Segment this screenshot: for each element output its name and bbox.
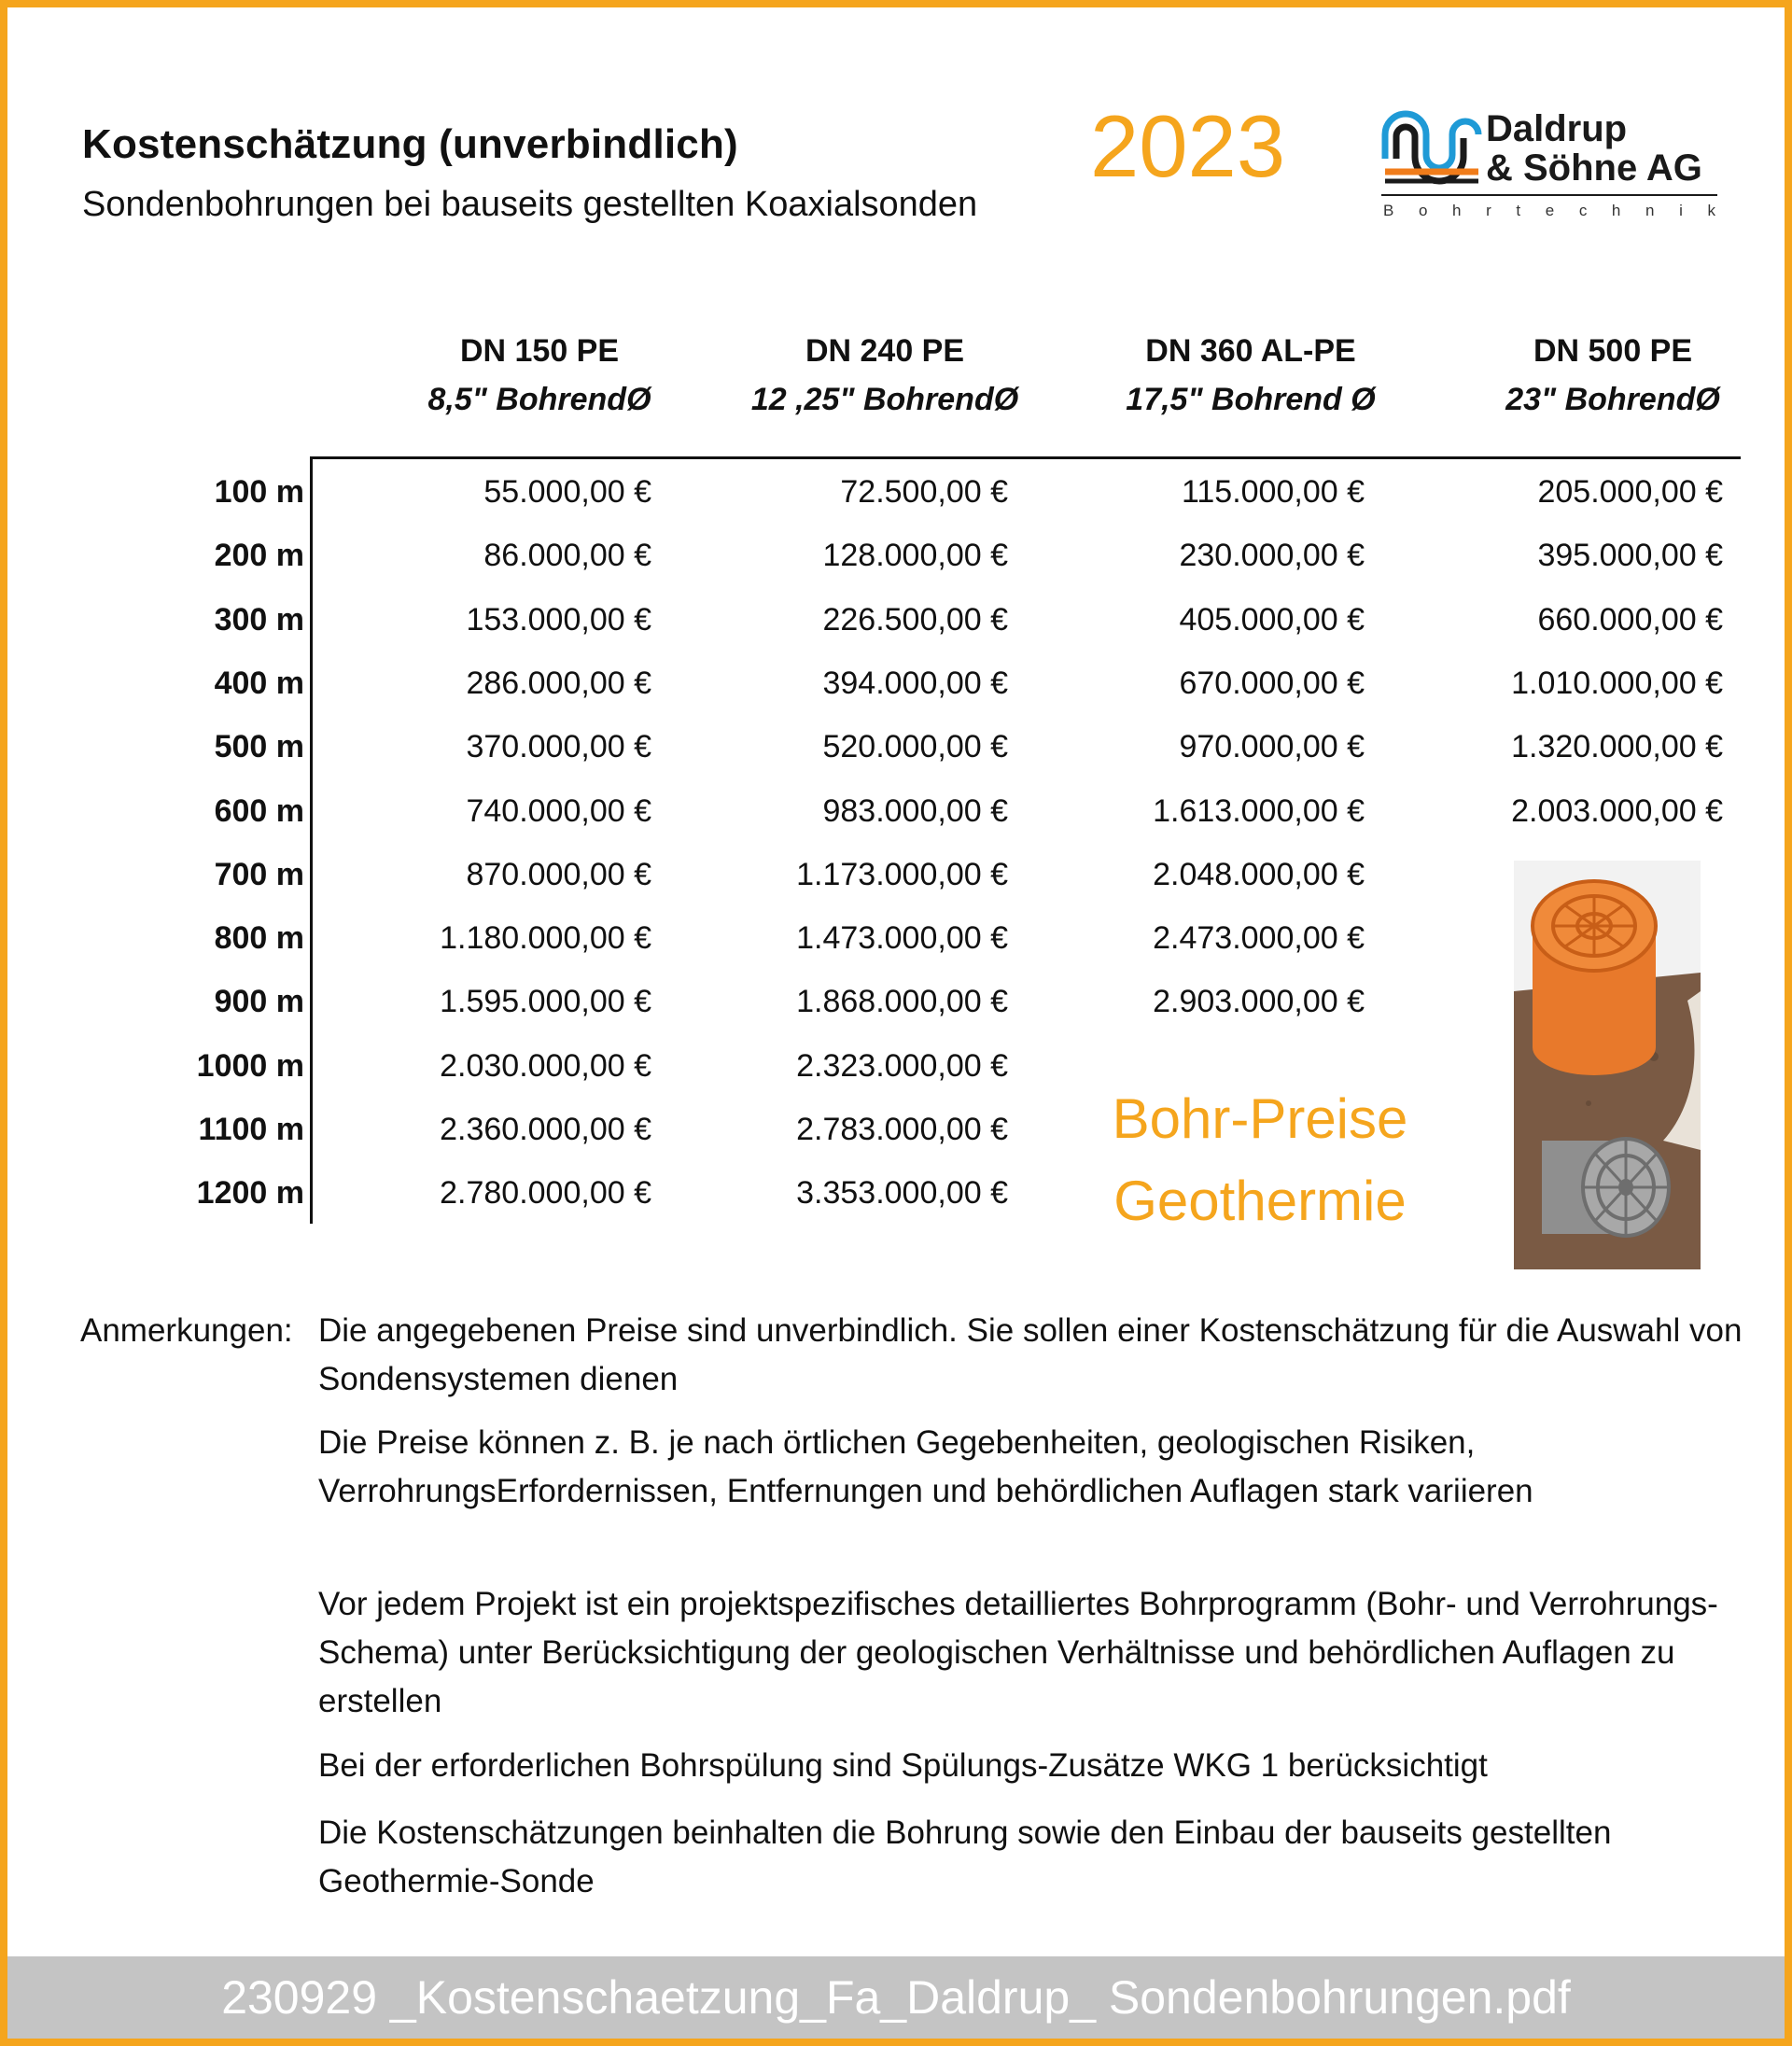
table-top-rule xyxy=(310,456,1741,459)
column-header-dn: DN 240 PE xyxy=(805,333,965,369)
price-cell: 1.473.000,00 € xyxy=(796,920,1008,956)
logo-tagline-letter: k xyxy=(1707,202,1715,219)
logo-tagline-letter: B xyxy=(1383,202,1394,219)
logo-mark-icon xyxy=(1381,106,1486,185)
footer-filename: 230929 _Kostenschaetzung_Fa_Daldrup_ Sondenbohrungen.pdf xyxy=(7,1956,1785,2039)
price-cell: 983.000,00 € xyxy=(822,793,1008,829)
row-depth-label: 800 m xyxy=(214,920,304,956)
price-cell: 2.360.000,00 € xyxy=(440,1112,651,1147)
logo-tagline-letter: i xyxy=(1679,202,1683,219)
price-cell: 395.000,00 € xyxy=(1537,538,1723,573)
price-cell: 2.048.000,00 € xyxy=(1153,857,1365,892)
note-item: Die angegebenen Preise sind unverbindlich. Sie sollen einer Kostenschätzung für die Auswahl von Sondensystemen dienen xyxy=(318,1312,1743,1397)
year-label: 2023 xyxy=(1090,97,1286,195)
price-cell: 230.000,00 € xyxy=(1179,538,1365,573)
price-cell: 3.353.000,00 € xyxy=(796,1175,1008,1211)
table-left-rule xyxy=(310,456,313,1224)
note-item: Die Kostenschätzungen beinhalten die Bohrung sowie den Einbau der bauseits gestellten Geothermie-Sonde xyxy=(318,1815,1612,1899)
price-cell: 1.868.000,00 € xyxy=(796,984,1008,1019)
row-depth-label: 100 m xyxy=(214,474,304,510)
column-header-dn240 xyxy=(726,327,1043,424)
logo-tagline-letter: e xyxy=(1545,202,1555,219)
page-subtitle: Sondenbohrungen bei bauseits gestellten Koaxialsonden xyxy=(82,185,978,224)
price-cell: 394.000,00 € xyxy=(822,666,1008,701)
company-logo xyxy=(1381,105,1717,226)
logo-name-line1: Daldrup xyxy=(1486,108,1628,149)
logo-tagline-letter: n xyxy=(1645,202,1655,219)
logo-tagline xyxy=(1383,202,1715,220)
price-cell: 1.010.000,00 € xyxy=(1511,666,1723,701)
probe-photo xyxy=(1514,861,1701,1269)
price-cell: 1.613.000,00 € xyxy=(1153,793,1365,829)
price-cell: 2.003.000,00 € xyxy=(1511,793,1723,829)
column-header-bohr: 8,5" BohrendØ xyxy=(427,382,651,417)
price-cell: 2.323.000,00 € xyxy=(796,1048,1008,1084)
price-cell: 86.000,00 € xyxy=(483,538,651,573)
price-cell: 153.000,00 € xyxy=(466,602,651,638)
row-depth-label: 300 m xyxy=(214,602,304,638)
row-depth-label: 200 m xyxy=(214,538,304,573)
notes-label: Anmerkungen: xyxy=(80,1312,293,1349)
price-cell: 740.000,00 € xyxy=(466,793,651,829)
price-cell: 2.473.000,00 € xyxy=(1153,920,1365,956)
logo-name-line2: & Söhne AG xyxy=(1486,147,1702,189)
promo-text xyxy=(1064,1078,1456,1242)
promo-line-1: Bohr-Preise xyxy=(1112,1087,1408,1150)
price-cell: 226.500,00 € xyxy=(822,602,1008,638)
column-header-dn: DN 500 PE xyxy=(1533,333,1693,369)
price-cell: 370.000,00 € xyxy=(466,729,651,764)
price-cell: 2.030.000,00 € xyxy=(440,1048,651,1084)
price-cell: 1.595.000,00 € xyxy=(440,984,651,1019)
price-cell: 520.000,00 € xyxy=(822,729,1008,764)
column-header-dn150 xyxy=(381,327,698,424)
price-cell: 1.320.000,00 € xyxy=(1511,729,1723,764)
note-item: Die Preise können z. B. je nach örtlichen Gegebenheiten, geologischen Risiken, VerrohrungsErfordernissen, Entfernungen und behördlichen Auflagen stark variieren xyxy=(318,1424,1533,1509)
row-depth-label: 500 m xyxy=(214,729,304,764)
price-cell: 1.173.000,00 € xyxy=(796,857,1008,892)
coaxial-probe-image-icon xyxy=(1514,861,1701,1269)
note-item: Bei der erforderlichen Bohrspülung sind Spülungs-Zusätze WKG 1 berücksichtigt xyxy=(318,1747,1488,1784)
price-cell: 970.000,00 € xyxy=(1179,729,1365,764)
column-header-bohr: 12 ,25" BohrendØ xyxy=(750,382,1019,417)
column-header-bohr: 17,5" Bohrend Ø xyxy=(1126,382,1376,417)
logo-tagline-letter: t xyxy=(1516,202,1521,219)
row-depth-label: 1100 m xyxy=(198,1112,304,1147)
promo-line-2: Geothermie xyxy=(1113,1170,1407,1232)
row-depth-label: 700 m xyxy=(214,857,304,892)
row-depth-label: 900 m xyxy=(214,984,304,1019)
logo-tagline-letter: r xyxy=(1486,202,1491,219)
column-header-dn360 xyxy=(1092,327,1409,424)
price-cell: 660.000,00 € xyxy=(1537,602,1723,638)
logo-divider xyxy=(1381,194,1717,196)
price-cell: 286.000,00 € xyxy=(466,666,651,701)
column-header-dn: DN 360 AL-PE xyxy=(1145,333,1356,369)
price-cell: 870.000,00 € xyxy=(466,857,651,892)
logo-tagline-letter: c xyxy=(1578,202,1588,219)
column-header-bohr: 23" BohrendØ xyxy=(1505,382,1720,417)
price-cell: 115.000,00 € xyxy=(1182,474,1365,510)
column-header-dn: DN 150 PE xyxy=(459,333,620,369)
logo-tagline-letter: h xyxy=(1452,202,1462,219)
price-cell: 2.903.000,00 € xyxy=(1153,984,1365,1019)
logo-tagline-letter: o xyxy=(1418,202,1428,219)
price-cell: 128.000,00 € xyxy=(822,538,1008,573)
price-cell: 1.180.000,00 € xyxy=(440,920,651,956)
row-depth-label: 600 m xyxy=(214,793,304,829)
price-cell: 405.000,00 € xyxy=(1179,602,1365,638)
price-cell: 55.000,00 € xyxy=(483,474,651,510)
row-depth-label: 1000 m xyxy=(196,1048,304,1084)
logo-tagline-letter: h xyxy=(1611,202,1621,219)
price-cell: 670.000,00 € xyxy=(1179,666,1365,701)
column-header-dn500 xyxy=(1454,327,1771,424)
note-item: Vor jedem Projekt ist ein projektspezifisches detailliertes Bohrprogramm (Bohr- und Verrohrungs-Schema) unter Berücksichtigung der geologischen Verhältnisse und behördlichen Auflagen zu erstellen xyxy=(318,1586,1718,1719)
price-cell: 2.780.000,00 € xyxy=(440,1175,651,1211)
page-title: Kostenschätzung (unverbindlich) xyxy=(82,121,738,167)
price-cell: 72.500,00 € xyxy=(840,474,1008,510)
row-depth-label: 1200 m xyxy=(196,1175,304,1211)
price-cell: 205.000,00 € xyxy=(1537,474,1723,510)
price-cell: 2.783.000,00 € xyxy=(796,1112,1008,1147)
row-depth-label: 400 m xyxy=(214,666,304,701)
